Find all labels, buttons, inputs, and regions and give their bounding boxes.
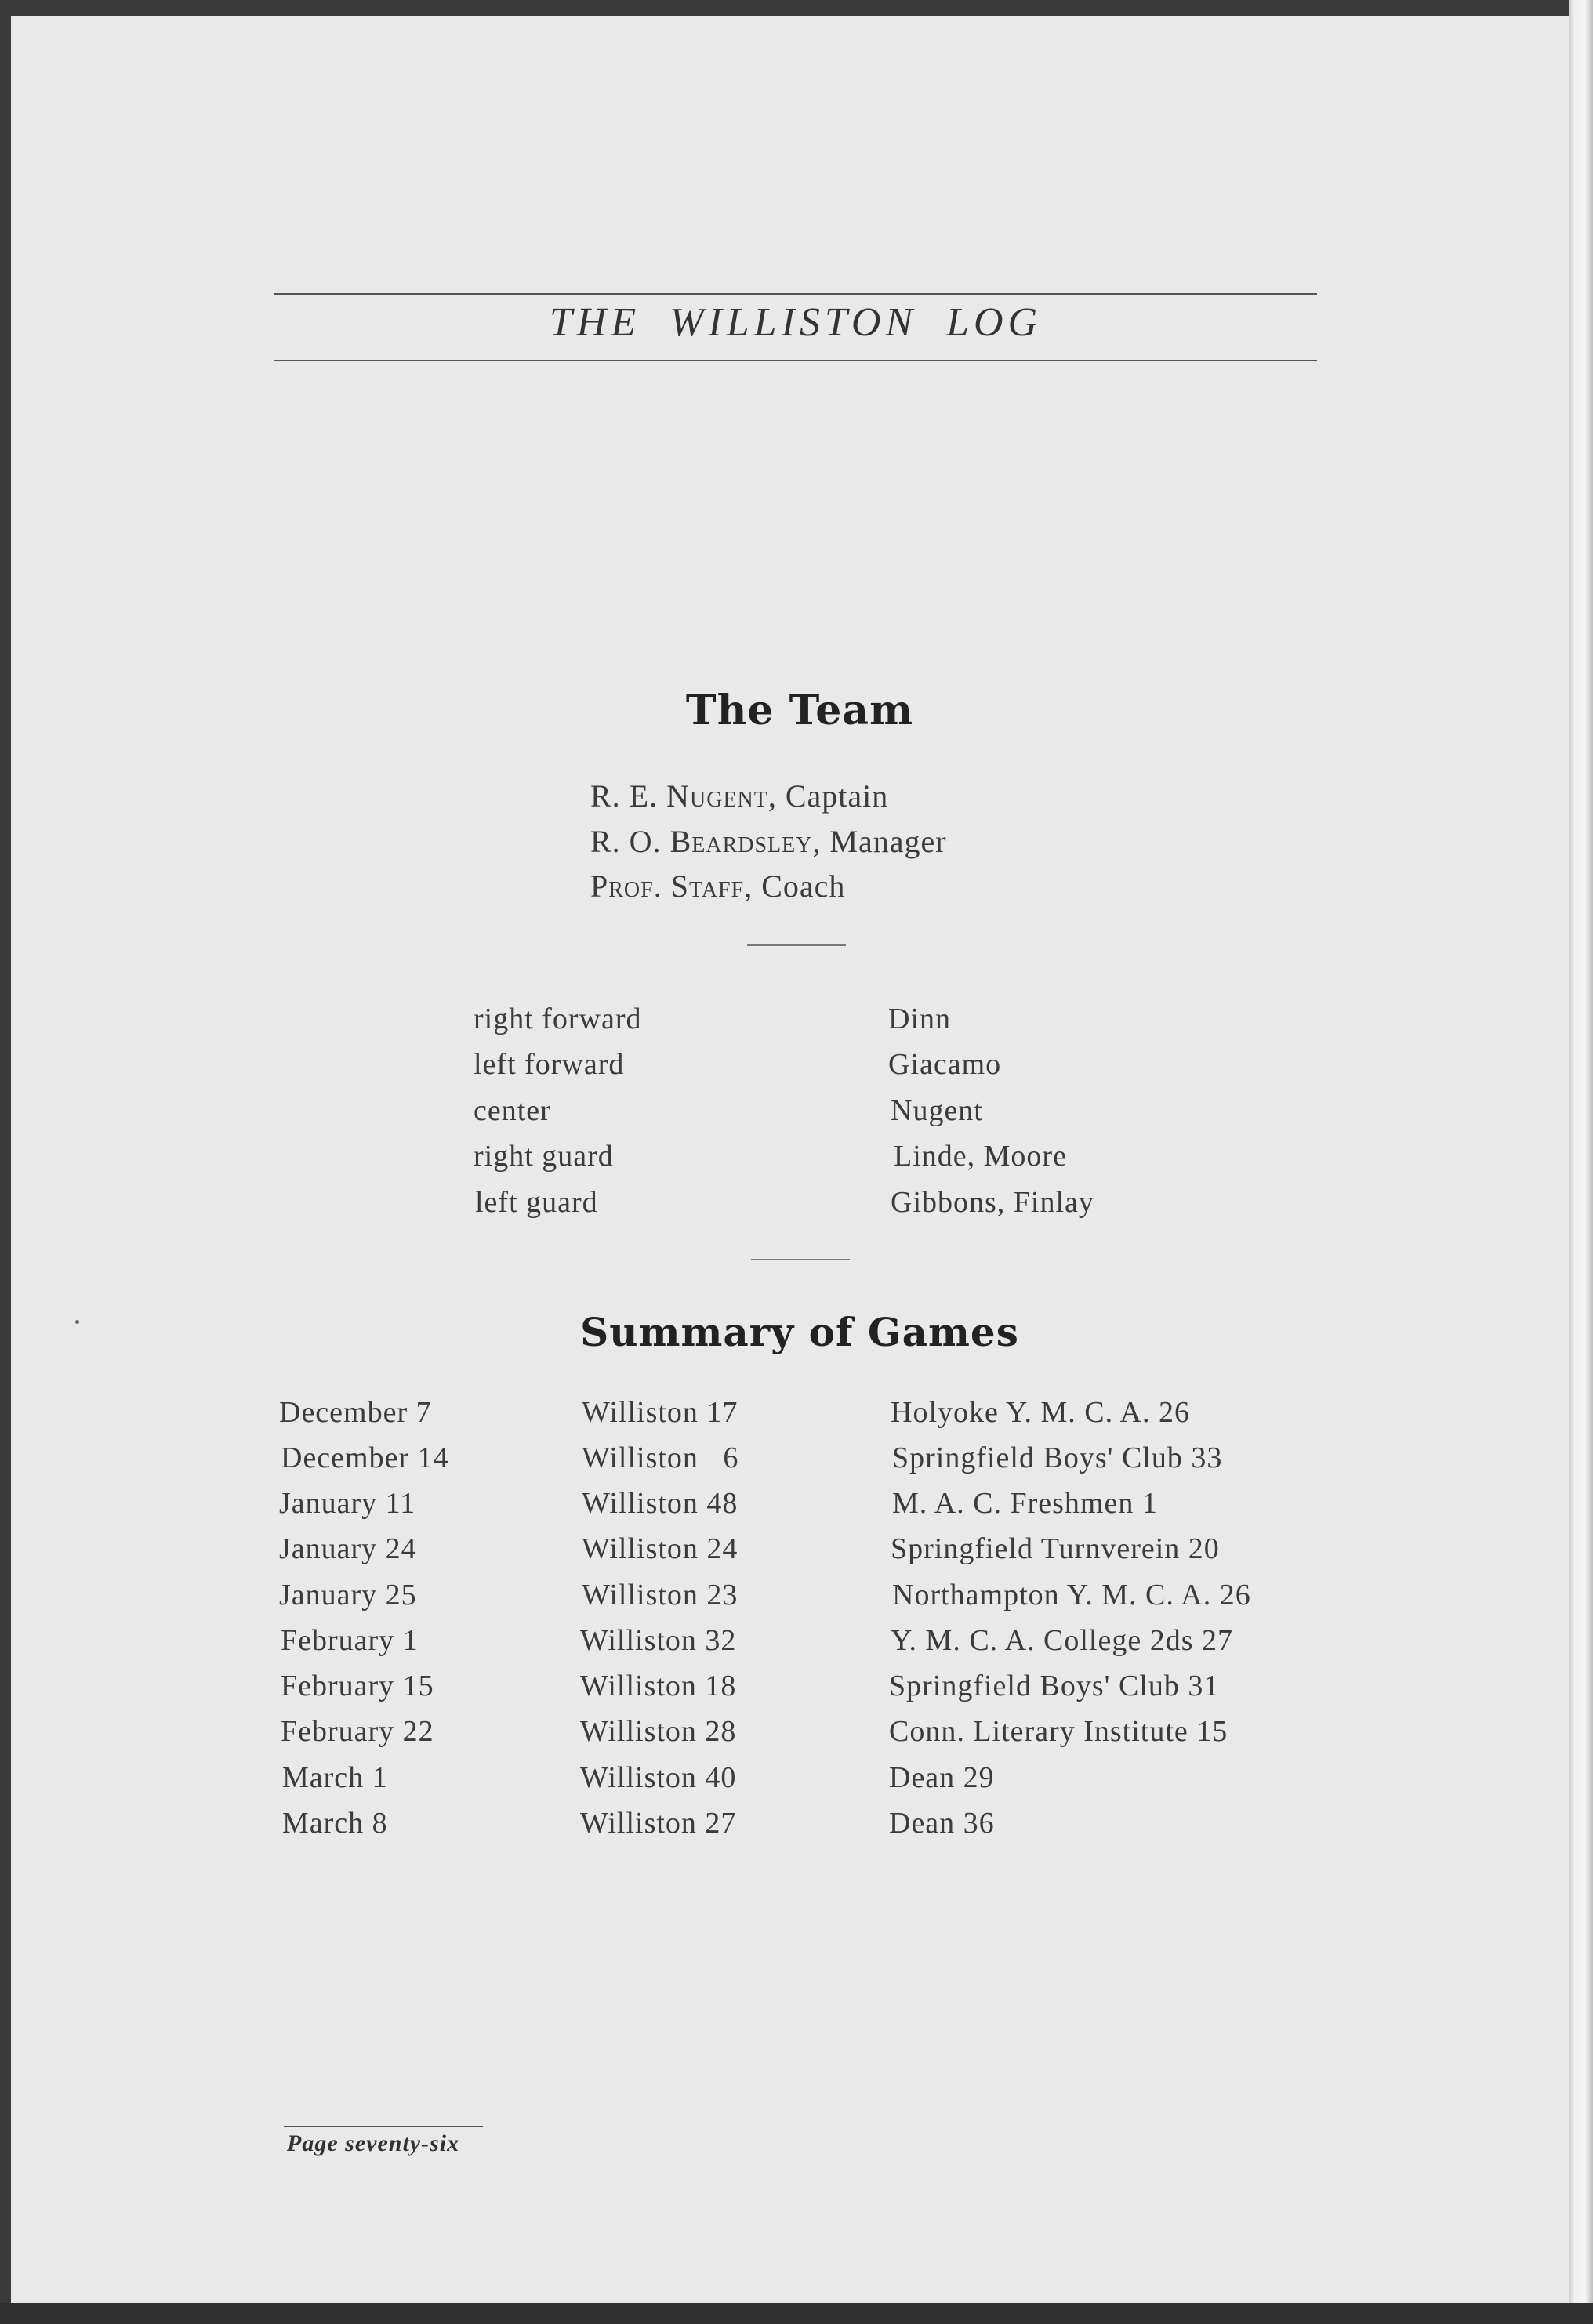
head-rule-bottom [274, 360, 1317, 361]
game-opponent: Springfield Boys' Club 33 [892, 1441, 1223, 1474]
staff-name: R. E. Nugent [590, 778, 768, 814]
lineup-players: Gibbons, Finlay [891, 1186, 1094, 1219]
game-williston-score: Williston 48 [582, 1487, 738, 1520]
game-opponent: Northampton Y. M. C. A. 26 [892, 1579, 1251, 1612]
game-date: January 25 [279, 1579, 417, 1612]
page-number: Page seventy-six [287, 2130, 460, 2156]
game-opponent: Y. M. C. A. College 2ds 27 [891, 1624, 1234, 1657]
section-divider [747, 944, 846, 946]
game-opponent: Springfield Turnverein 20 [891, 1532, 1220, 1565]
game-date: December 7 [279, 1396, 432, 1429]
game-date: March 1 [282, 1761, 388, 1794]
game-opponent: Holyoke Y. M. C. A. 26 [891, 1396, 1190, 1429]
lineup-position: left guard [475, 1186, 598, 1219]
staff-line [590, 823, 947, 860]
page-edge-right [1569, 0, 1593, 2324]
game-date: February 22 [281, 1715, 434, 1748]
head-rule-top [274, 293, 1317, 295]
game-williston-score: Williston 18 [580, 1670, 737, 1702]
scan-border-bottom [0, 2303, 1593, 2324]
game-williston-score: Williston 17 [582, 1396, 738, 1429]
game-date: February 1 [281, 1624, 419, 1657]
lineup-position: right forward [474, 1002, 642, 1035]
running-head: THE WILLISTON LOG [549, 300, 1043, 345]
lineup-players: Linde, Moore [894, 1140, 1067, 1173]
summary-heading: Summary of Games [580, 1309, 1019, 1355]
lineup-position: left forward [474, 1048, 625, 1081]
team-heading: The Team [685, 687, 914, 734]
game-date: December 14 [281, 1441, 449, 1474]
lineup-players: Nugent [891, 1094, 983, 1127]
game-date: February 15 [281, 1670, 434, 1702]
game-williston-score: Williston 27 [580, 1807, 737, 1840]
game-opponent: Dean 36 [889, 1807, 995, 1840]
game-opponent: Conn. Literary Institute 15 [889, 1715, 1228, 1748]
lineup-position: right guard [474, 1140, 614, 1173]
section-divider [751, 1259, 850, 1260]
game-date: March 8 [282, 1807, 388, 1840]
game-williston-score: Williston 6 [582, 1441, 739, 1474]
staff-role: , Captain [767, 778, 889, 814]
game-date: January 11 [279, 1487, 416, 1520]
staff-role: , Manager [812, 824, 947, 859]
game-date: January 24 [279, 1532, 417, 1565]
staff-name: Prof. Staff [590, 868, 745, 904]
lineup-position: center [474, 1094, 551, 1127]
lineup-players: Dinn [888, 1002, 951, 1035]
folio-rule [284, 2126, 483, 2127]
game-opponent: M. A. C. Freshmen 1 [892, 1487, 1158, 1520]
lineup-players: Giacamo [888, 1048, 1002, 1081]
staff-name: R. O. Beardsley [590, 824, 813, 859]
game-opponent: Springfield Boys' Club 31 [889, 1670, 1220, 1702]
game-williston-score: Williston 23 [582, 1579, 738, 1612]
game-opponent: Dean 29 [889, 1761, 995, 1794]
staff-line [590, 868, 845, 905]
staff-role: , Coach [744, 868, 846, 904]
game-williston-score: Williston 32 [580, 1624, 737, 1657]
game-williston-score: Williston 40 [580, 1761, 737, 1794]
page-sheet [11, 16, 1569, 2303]
game-williston-score: Williston 24 [582, 1532, 738, 1565]
game-williston-score: Williston 28 [580, 1715, 737, 1748]
scan-speck [75, 1320, 79, 1324]
staff-line [590, 778, 888, 814]
